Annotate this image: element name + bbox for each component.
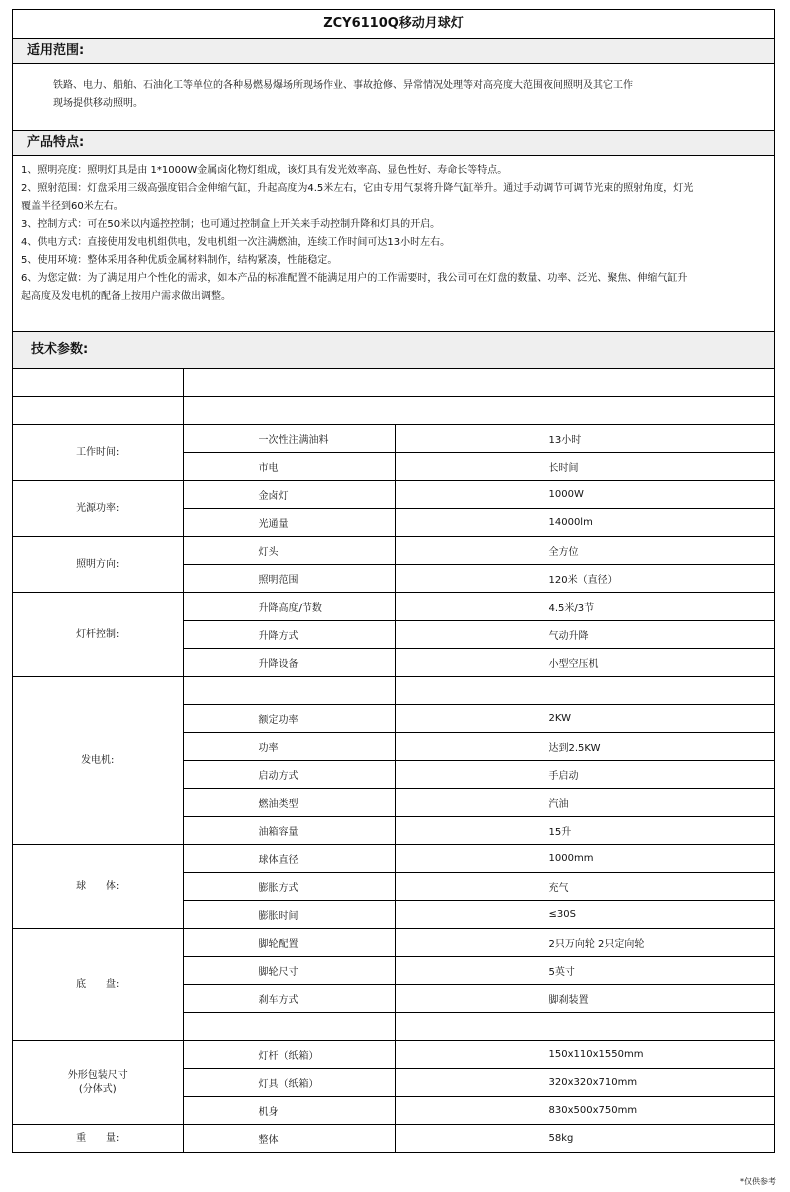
page-title: ZCY6110Q移动月球灯 [13, 10, 774, 39]
param-value: 汽油 [395, 789, 774, 817]
table-row [13, 677, 774, 705]
param-value: 达到2.5KW [395, 733, 774, 761]
group-label: 光源功率: [13, 481, 183, 537]
feature-line: 起高度及发电机的配备上按用户需求做出调整。 [21, 291, 231, 302]
table-row [13, 1041, 774, 1069]
table-row [13, 593, 774, 621]
param-name: 光通量 [183, 509, 395, 537]
param-value [395, 1013, 774, 1041]
feature-line: 6、为您定做：为了满足用户个性化的需求，如本产品的标准配置不能满足用户的工作需要时，我公司可在灯盘的数量、功率、泛光、聚焦、伸缩气缸升 [21, 273, 688, 284]
param-name: 燃油类型 [183, 789, 395, 817]
group-label: 底 盘: [13, 929, 183, 1041]
table-row [13, 369, 774, 397]
param-value: 830x500x750mm [395, 1097, 774, 1125]
param-value: 1000W [395, 481, 774, 509]
param-value: 2只万向轮 2只定向轮 [395, 929, 774, 957]
apply-line: 现场提供移动照明。 [53, 98, 143, 109]
param-value: 4.5米/3节 [395, 593, 774, 621]
param-value: 全方位 [395, 537, 774, 565]
param-value: ≤30S [395, 901, 774, 929]
apply-heading: 适用范围: [13, 39, 774, 64]
param-value: 小型空压机 [395, 649, 774, 677]
param-name [183, 677, 395, 705]
group-label: 发电机: [13, 677, 183, 845]
apply-body [13, 64, 774, 131]
table-cell [183, 369, 774, 397]
table-row [13, 425, 774, 453]
param-value: 1000mm [395, 845, 774, 873]
param-value: 14000lm [395, 509, 774, 537]
param-name: 升降方式 [183, 621, 395, 649]
group-label: 重 量: [13, 1125, 183, 1153]
param-value [395, 677, 774, 705]
param-name: 额定功率 [183, 705, 395, 733]
reference-note: *仅供参考 [740, 1177, 776, 1186]
spec-sheet [12, 9, 775, 1153]
param-name: 金卤灯 [183, 481, 395, 509]
param-name: 灯具（纸箱） [183, 1069, 395, 1097]
tech-heading: 技术参数: [13, 332, 774, 369]
feature-line: 2、照射范围：灯盘采用三级高强度铝合金伸缩气缸，升起高度为4.5米左右，它由专用气泵将升降气缸举升。通过手动调节可调节光束的照射角度，灯光 [21, 183, 694, 194]
param-value: 120米（直径） [395, 565, 774, 593]
param-name: 脚轮配置 [183, 929, 395, 957]
table-row [13, 1125, 774, 1153]
param-value: 2KW [395, 705, 774, 733]
feature-line: 4、供电方式：直接使用发电机组供电，发电机组一次注满燃油，连续工作时间可达13小时左右。 [21, 237, 451, 248]
table-row [13, 537, 774, 565]
param-name: 照明范围 [183, 565, 395, 593]
table-row [13, 845, 774, 873]
param-name: 脚轮尺寸 [183, 957, 395, 985]
param-value: 58kg [395, 1125, 774, 1153]
group-label: 球 体: [13, 845, 183, 929]
table-row [13, 481, 774, 509]
feature-line: 覆盖半径到60米左右。 [21, 201, 124, 212]
param-value: 150x110x1550mm [395, 1041, 774, 1069]
param-name: 灯头 [183, 537, 395, 565]
param-name: 刹车方式 [183, 985, 395, 1013]
param-name: 膨胀方式 [183, 873, 395, 901]
param-name: 膨胀时间 [183, 901, 395, 929]
param-name: 升降设备 [183, 649, 395, 677]
param-value: 脚刹装置 [395, 985, 774, 1013]
param-name: 灯杆（纸箱） [183, 1041, 395, 1069]
param-value: 手启动 [395, 761, 774, 789]
param-name: 整体 [183, 1125, 395, 1153]
group-label: 灯杆控制: [13, 593, 183, 677]
param-name: 启动方式 [183, 761, 395, 789]
features-body [13, 156, 774, 332]
group-label: 外形包装尺寸 (分体式) [13, 1041, 183, 1125]
spec-table [13, 369, 774, 1152]
param-name: 一次性注满油料 [183, 425, 395, 453]
param-value: 长时间 [395, 453, 774, 481]
param-name: 功率 [183, 733, 395, 761]
group-label: 照明方向: [13, 537, 183, 593]
features-heading: 产品特点: [13, 131, 774, 156]
feature-line: 5、使用环境：整体采用各种优质金属材料制作，结构紧凑，性能稳定。 [21, 255, 338, 266]
param-value: 充气 [395, 873, 774, 901]
table-row [13, 929, 774, 957]
param-value: 320x320x710mm [395, 1069, 774, 1097]
param-value: 15升 [395, 817, 774, 845]
apply-line: 铁路、电力、船舶、石油化工等单位的各种易燃易爆场所现场作业、事故抢修、异常情况处理等对高亮度大范围夜间照明及其它工作 [53, 80, 633, 91]
feature-line: 3、控制方式：可在50米以内遥控控制；也可通过控制盒上开关来手动控制升降和灯具的开启。 [21, 219, 441, 230]
group-label: 工作时间: [13, 425, 183, 481]
param-name [183, 1013, 395, 1041]
feature-line: 1、照明亮度：照明灯具是由 1*1000W金属卤化物灯组成，该灯具有发光效率高、显色性好、寿命长等特点。 [21, 165, 508, 176]
param-value: 气动升降 [395, 621, 774, 649]
param-name: 升降高度/节数 [183, 593, 395, 621]
param-name: 机身 [183, 1097, 395, 1125]
param-name: 球体直径 [183, 845, 395, 873]
table-row [13, 397, 774, 425]
table-cell [13, 397, 183, 425]
table-cell [183, 397, 774, 425]
table-cell [13, 369, 183, 397]
param-value: 5英寸 [395, 957, 774, 985]
param-value: 13小时 [395, 425, 774, 453]
param-name: 油箱容量 [183, 817, 395, 845]
param-name: 市电 [183, 453, 395, 481]
